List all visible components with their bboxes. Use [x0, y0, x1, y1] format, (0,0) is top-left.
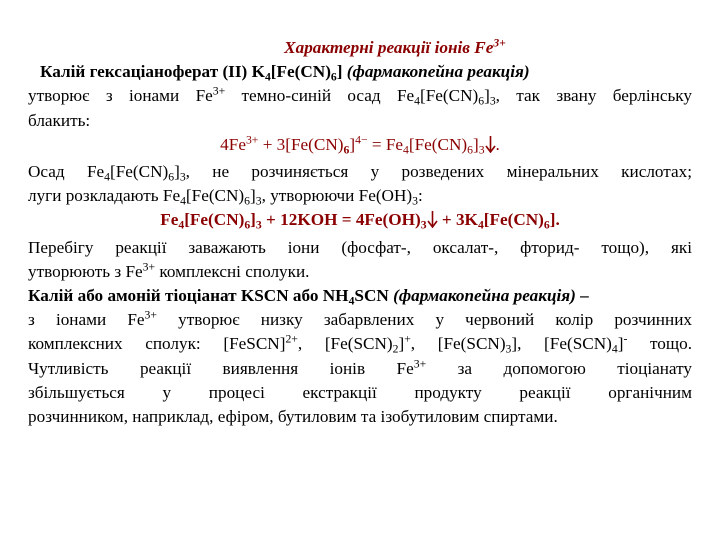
text-fragment: 4	[104, 170, 110, 184]
text-fragment: 4Fe	[220, 134, 246, 154]
text-fragment: комплексні сполуки.	[155, 261, 310, 281]
paragraph-3-line-1	[28, 236, 692, 260]
text-fragment: 4−	[355, 133, 368, 147]
text-fragment: Характерні реакції іонів Fe	[284, 38, 494, 57]
paragraph-4-line-1	[28, 308, 692, 332]
text-fragment: утворюють з Fe	[28, 261, 143, 281]
text-fragment: 3	[179, 170, 186, 184]
text-fragment: ]	[250, 186, 256, 206]
text-fragment: 3	[505, 342, 512, 356]
text-fragment: Калій або амоній тіоціанат KSCN або NH	[28, 286, 349, 306]
text-fragment: [Fe(CN)	[184, 210, 245, 230]
text-fragment: , [Fe(SCN)	[297, 334, 393, 354]
text-fragment: 6	[168, 170, 175, 184]
down-arrow-icon	[485, 136, 496, 160]
text-fragment: 4	[178, 218, 185, 232]
text-fragment: ]	[398, 334, 405, 354]
text-fragment: [Fe(CN)	[109, 162, 169, 182]
text-fragment: 4	[414, 94, 420, 108]
paragraph-1-line-1	[28, 84, 692, 108]
pharmacopoeia-note: (фармакопейна реакція)	[393, 286, 576, 306]
text-fragment: ].	[549, 210, 560, 230]
text-fragment: :	[417, 186, 423, 206]
text-fragment: Осад Fe	[28, 162, 105, 182]
text-fragment: розчинником, наприклад, ефіром, бутиловим та ізобутиловим спиртами.	[28, 407, 558, 427]
text-fragment: 3+	[413, 357, 427, 371]
text-fragment: , не розчиняється у розведених мінеральних кислотах;	[185, 162, 692, 182]
text-fragment: 3	[420, 218, 427, 232]
text-fragment: .	[495, 134, 500, 154]
text-fragment: 6	[244, 218, 251, 232]
text-fragment: 3+	[142, 260, 156, 274]
text-fragment: тощо.	[627, 334, 692, 354]
text-fragment: , [Fe(SCN)	[410, 334, 506, 354]
paragraph-3-line-2	[28, 260, 692, 284]
text-fragment: 3	[489, 94, 496, 108]
pharmacopoeia-note: (фармакопейна реакція)	[346, 62, 530, 82]
text-fragment: ]	[617, 334, 624, 354]
text-fragment: 3	[478, 143, 485, 157]
text-fragment: блакить:	[28, 110, 91, 130]
text-fragment: 4	[477, 218, 484, 232]
reagent-1-heading	[28, 60, 692, 84]
text-fragment: -	[623, 333, 628, 347]
text-fragment: 4	[180, 194, 186, 208]
paragraph-2-line-2	[28, 184, 692, 208]
text-fragment: за допомогою тіоціанату	[426, 358, 692, 378]
text-fragment: ], [Fe(SCN)	[511, 334, 612, 354]
text-fragment: темно-синій осад Fe	[225, 86, 415, 106]
text-fragment: 2+	[285, 333, 298, 347]
text-fragment: [Fe(CN)	[483, 210, 544, 230]
text-fragment: Перебігу реакції заважають іони (фосфат-, оксалат-, фторид- тощо), які	[28, 237, 692, 257]
text-fragment: 6	[467, 143, 473, 157]
text-fragment: 6	[330, 70, 337, 84]
text-fragment: ]	[250, 210, 256, 230]
paragraph-4-line-5	[28, 405, 692, 429]
text-fragment: 3	[255, 194, 262, 208]
text-fragment: 6	[343, 143, 350, 157]
text-fragment: Калій гексаціаноферат (ІІ) K	[40, 62, 265, 82]
down-arrow-icon	[427, 211, 438, 235]
text-fragment: [Fe(CN)	[420, 86, 479, 106]
text-fragment: 3+	[493, 36, 506, 50]
paragraph-2-line-1	[28, 160, 692, 184]
text-fragment: [Fe(CN)	[408, 134, 468, 154]
text-fragment: Чутливість реакції виявлення іонів Fe	[28, 358, 414, 378]
text-fragment: 6	[478, 94, 485, 108]
text-fragment: комплексних сполук: [FeSCN]	[28, 334, 286, 354]
text-fragment: [Fe(CN)	[185, 186, 245, 206]
text-fragment: 2	[392, 342, 399, 356]
text-fragment: –	[575, 286, 589, 306]
text-fragment: утворює низку забарвлених у червоний колір розчинних	[156, 310, 692, 330]
text-fragment: = Fe	[367, 134, 404, 154]
text-fragment: утворює з іонами Fe	[28, 86, 213, 106]
text-fragment: ]	[174, 162, 180, 182]
text-fragment: 3+	[144, 308, 157, 322]
text-fragment: , так звану берлінську	[495, 86, 692, 106]
equation-1	[28, 133, 692, 160]
text-fragment: ]	[472, 134, 479, 154]
text-fragment: , утворюючи Fe(OH)	[261, 186, 413, 206]
text-fragment: 4	[264, 70, 271, 84]
text-fragment: SCN	[354, 286, 389, 306]
text-fragment: 4	[348, 294, 355, 308]
text-fragment: 3	[255, 218, 262, 232]
text-fragment: з іонами Fe	[28, 310, 145, 330]
text-fragment: + 3K	[437, 210, 478, 230]
text-fragment: ]	[336, 62, 343, 82]
text-fragment: + 12KOH = 4Fe(OH)	[261, 210, 421, 230]
text-fragment: 4	[611, 342, 618, 356]
text-fragment: 6	[543, 218, 550, 232]
paragraph-1-line-2	[28, 109, 692, 133]
text-fragment: луги розкладають Fe	[28, 186, 181, 206]
reagent-2-heading	[28, 284, 692, 308]
paragraph-4-line-3	[28, 357, 692, 381]
text-fragment: [Fe(CN)	[270, 62, 331, 82]
text-fragment: ]	[349, 134, 356, 154]
text-fragment: 3	[412, 194, 418, 208]
paragraph-4-line-4	[28, 381, 692, 405]
text-fragment: 3+	[212, 84, 226, 98]
equation-2	[28, 208, 692, 235]
text-fragment: 3+	[245, 133, 259, 147]
paragraph-4-line-2	[28, 332, 692, 356]
text-fragment: ]	[484, 86, 490, 106]
text-fragment: +	[404, 333, 411, 347]
page-title	[28, 36, 692, 60]
text-fragment: 6	[244, 194, 251, 208]
text-fragment: + 3[Fe(CN)	[258, 134, 344, 154]
text-fragment: Fe	[160, 210, 179, 230]
text-fragment: збільшується у процесі екстракції продукту реакції органічним	[28, 382, 692, 402]
text-fragment: 4	[403, 143, 409, 157]
